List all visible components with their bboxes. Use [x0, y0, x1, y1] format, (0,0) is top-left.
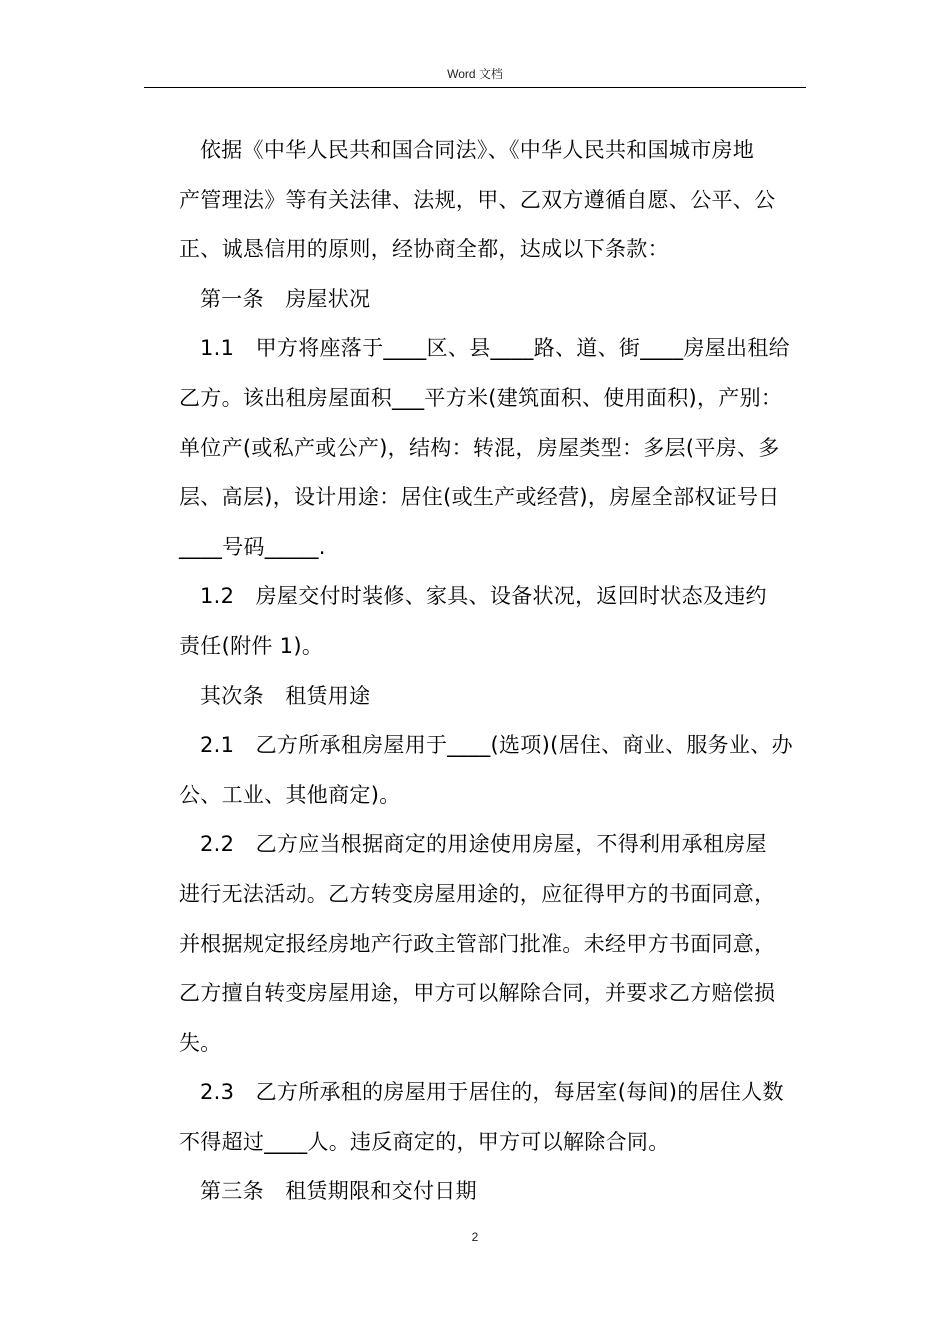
body-line: 1.1 甲方将座落于____区、县____路、道、街____房屋出租给: [200, 336, 790, 361]
document-body: [179, 126, 807, 1217]
body-line: 不得超过____人。违反商定的，甲方可以解除合同。: [179, 1129, 670, 1154]
article-heading: 其次条 租赁用途: [200, 683, 371, 708]
body-line: 2.3 乙方所承租的房屋用于居住的，每居室(每间)的居住人数: [200, 1080, 784, 1105]
body-line: 并根据规定报经房地产行政主管部门批准。未经甲方书面同意，: [179, 931, 776, 956]
article-heading: 第三条 租赁期限和交付日期: [200, 1179, 477, 1204]
body-line: 公、工业、其他商定)。: [179, 782, 401, 807]
body-line: 责任(附件 1)。: [179, 633, 324, 658]
body-line: 正、诚恳信用的原则，经协商全都，达成以下条款：: [179, 237, 669, 262]
body-line: 失。: [179, 1030, 222, 1055]
body-line: ____号码_____.: [179, 534, 326, 559]
body-line: 单位产(或私产或公产)，结构：转混，房屋类型：多层(平房、多: [179, 435, 780, 460]
body-line: 进行无法活动。乙方转变房屋用途的，应征得甲方的书面同意，: [179, 881, 776, 906]
page-number: 2: [471, 1230, 479, 1244]
body-line: 1.2 房屋交付时装修、家具、设备状况，返回时状态及违约: [200, 584, 767, 609]
header-divider: [144, 87, 806, 88]
article-heading: 第一条 房屋状况: [200, 286, 371, 311]
body-line: 产管理法》等有关法律、法规，甲、乙双方遵循自愿、公平、公: [179, 187, 776, 212]
body-line: 依据《中华人民共和国合同法》、《中华人民共和国城市房地: [200, 138, 755, 162]
page-header: [144, 66, 806, 82]
body-line: 乙方擅自转变房屋用途，甲方可以解除合同，并要求乙方赔偿损: [179, 981, 776, 1006]
body-line: 层、高层)，设计用途：居住(或生产或经营)，房屋全部权证号日: [179, 485, 780, 510]
header-title: Word 文档: [447, 67, 503, 81]
body-line: 乙方。该出租房屋面积___平方米(建筑面积、使用面积)，产别：: [179, 385, 783, 410]
body-line: 2.2 乙方应当根据商定的用途使用房屋，不得利用承租房屋: [200, 832, 767, 857]
body-line: 2.1 乙方所承租房屋用于____(选项)(居住、商业、服务业、办: [200, 733, 793, 758]
